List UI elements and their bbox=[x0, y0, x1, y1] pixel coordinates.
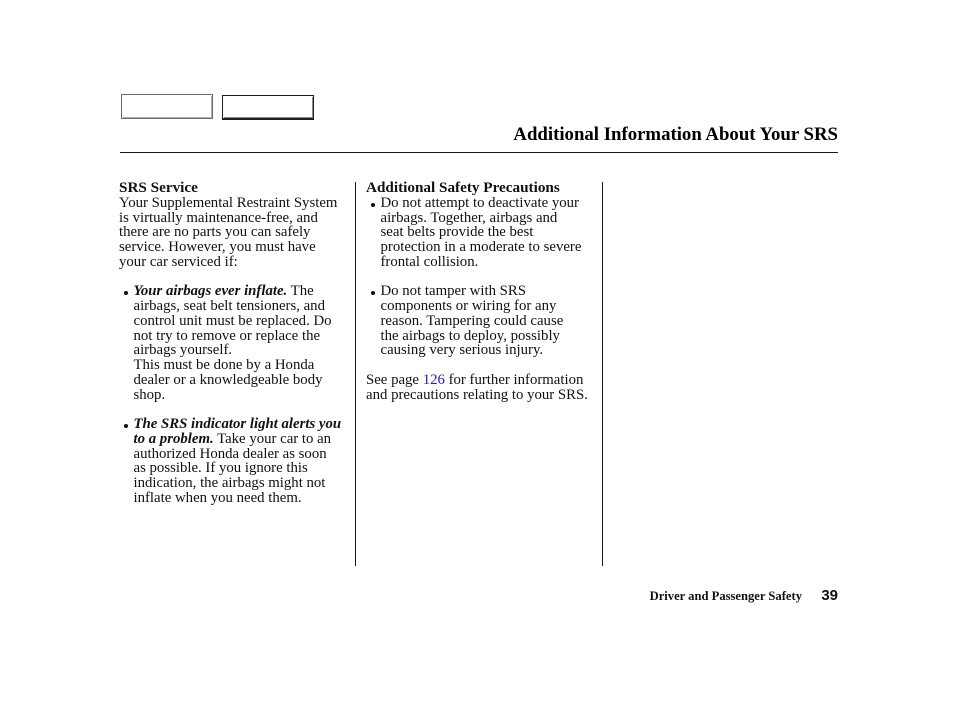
bullet-item bbox=[366, 196, 598, 270]
text-line: airbags. Together, airbags and bbox=[380, 209, 558, 226]
text-line: control unit must be replaced. Do bbox=[133, 312, 332, 329]
text-line: inflate when you need them. bbox=[133, 489, 302, 506]
text-line: as possible. If you ignore this bbox=[133, 460, 308, 477]
bullet-item bbox=[119, 284, 351, 402]
paragraph bbox=[366, 373, 598, 403]
text-line: and precautions relating to your SRS. bbox=[366, 386, 588, 403]
column-divider bbox=[602, 182, 603, 566]
column-middle bbox=[366, 181, 598, 402]
text-line: is virtually maintenance-free, and bbox=[119, 209, 318, 226]
text-line bbox=[134, 284, 352, 299]
text-segment: See page bbox=[366, 371, 423, 388]
text-line: your car serviced if: bbox=[119, 253, 238, 270]
text-line: protection in a moderate to severe bbox=[380, 239, 582, 255]
nav-button-2[interactable] bbox=[222, 95, 314, 120]
bullet-icon bbox=[124, 424, 128, 428]
text-line: there are no parts you can safely bbox=[119, 224, 311, 241]
text-line: airbags yourself. bbox=[133, 342, 233, 359]
emphasis-text: Your airbags ever inflate. bbox=[133, 283, 288, 300]
text-line: authorized Honda dealer as soon bbox=[133, 445, 327, 462]
text-line: seat belts provide the best bbox=[380, 224, 534, 241]
column-left bbox=[119, 181, 351, 506]
emphasis-text: The SRS indicator light alerts you bbox=[133, 416, 342, 432]
page-reference-link[interactable]: 126 bbox=[422, 371, 445, 388]
bullet-icon bbox=[371, 203, 375, 207]
text-line: components or wiring for any bbox=[380, 298, 557, 314]
bullet-icon bbox=[124, 291, 128, 295]
text-line: frontal collision. bbox=[380, 253, 479, 270]
footer-section-title: Driver and Passenger Safety bbox=[649, 589, 802, 603]
text-line: not try to remove or replace the bbox=[133, 327, 321, 344]
bullet-item bbox=[366, 284, 598, 358]
text-line bbox=[134, 417, 352, 432]
text-line: Your Supplemental Restraint System bbox=[119, 194, 338, 211]
paragraph bbox=[119, 196, 351, 270]
text-line: reason. Tampering could cause bbox=[380, 312, 564, 329]
text-segment: for further information bbox=[444, 371, 584, 388]
bullet-icon bbox=[371, 291, 375, 295]
nav-button-1[interactable] bbox=[121, 94, 213, 119]
text-segment: The bbox=[287, 283, 314, 300]
text-line bbox=[366, 373, 598, 388]
text-line: the airbags to deploy, possibly bbox=[380, 327, 560, 344]
text-line: shop. bbox=[133, 386, 166, 403]
section-heading: SRS Service bbox=[119, 179, 198, 196]
text-line: indication, the airbags might not bbox=[133, 475, 326, 491]
page-number: 39 bbox=[821, 587, 838, 604]
text-line: causing very serious injury. bbox=[380, 342, 544, 359]
text-line: Do not tamper with SRS bbox=[380, 283, 527, 300]
text-line: service. However, you must have bbox=[119, 239, 316, 255]
text-line: This must be done by a Honda bbox=[133, 357, 315, 373]
page-title: Additional Information About Your SRS bbox=[513, 124, 838, 145]
text-segment: Take your car to an bbox=[213, 430, 332, 447]
text-line bbox=[134, 432, 352, 447]
bullet-item bbox=[119, 417, 351, 506]
title-rule bbox=[120, 152, 838, 153]
text-line: airbags, seat belt tensioners, and bbox=[133, 298, 325, 314]
section-heading: Additional Safety Precautions bbox=[366, 179, 560, 196]
emphasis-text: to a problem. bbox=[133, 430, 214, 447]
text-line: Do not attempt to deactivate your bbox=[380, 194, 579, 211]
text-line: dealer or a knowledgeable body bbox=[133, 371, 323, 388]
column-divider bbox=[355, 182, 356, 566]
